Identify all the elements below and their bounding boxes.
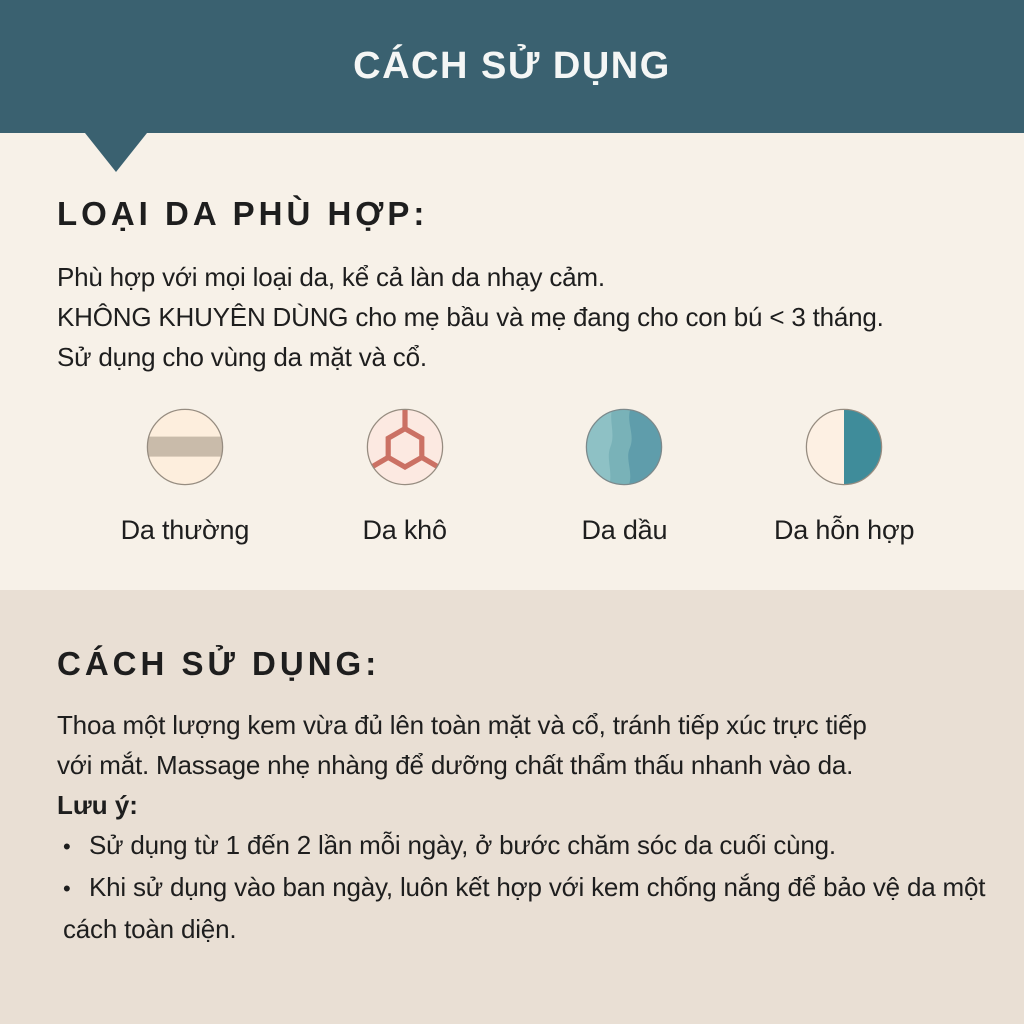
skin-type-label: Da hỗn hợp (773, 515, 915, 545)
usage-line-1: Thoa một lượng kem vừa đủ lên toàn mặt và cổ, tránh tiếp xúc trực tiếp (57, 710, 867, 740)
dry-skin-icon (365, 407, 445, 487)
usage-line-2: với mắt. Massage nhẹ nhàng để dưỡng chất thẩm thấu nhanh vào da. (57, 750, 854, 780)
combination-skin-icon (804, 407, 884, 487)
skin-section-heading: LOẠI DA PHÙ HỢP: (57, 195, 429, 232)
skin-type-label: Da thường (120, 515, 250, 545)
header-banner (0, 0, 1024, 133)
usage-section-heading: CÁCH SỬ DỤNG: (57, 645, 381, 682)
oily-skin-icon (584, 407, 664, 487)
usage-note-text: Khi sử dụng vào ban ngày, luôn kết hợp với kem chống nắng để bảo vệ da một cách toàn diện. (63, 872, 986, 944)
skin-note-line-1: Phù hợp với mọi loại da, kể cả làn da nhạy cảm. (57, 262, 605, 292)
note-label: Lưu ý: (57, 790, 138, 820)
usage-note-item (57, 825, 994, 867)
skin-type-combination (734, 407, 954, 546)
page-title: CÁCH SỬ DỤNG (353, 45, 671, 87)
skin-type-label: Da dầu (581, 515, 668, 545)
skin-type-dry (295, 407, 515, 546)
skin-type-grid (57, 407, 994, 546)
usage-section (0, 590, 1024, 1024)
skin-types-section (0, 133, 1024, 590)
bullet-icon: • (63, 834, 71, 859)
normal-skin-icon (145, 407, 225, 487)
usage-notes-list (57, 825, 994, 949)
skin-type-normal (75, 407, 295, 546)
skin-note-line-2: KHÔNG KHUYÊN DÙNG cho mẹ bầu và mẹ đang cho con bú < 3 tháng. (57, 302, 884, 332)
usage-note-text: Sử dụng từ 1 đến 2 lần mỗi ngày, ở bước chăm sóc da cuối cùng. (89, 830, 836, 860)
skin-type-label: Da khô (362, 515, 447, 545)
skin-note-line-3: Sử dụng cho vùng da mặt và cổ. (57, 342, 427, 372)
skin-type-oily (515, 407, 735, 546)
usage-note-item (57, 867, 994, 949)
bullet-icon: • (63, 876, 71, 901)
